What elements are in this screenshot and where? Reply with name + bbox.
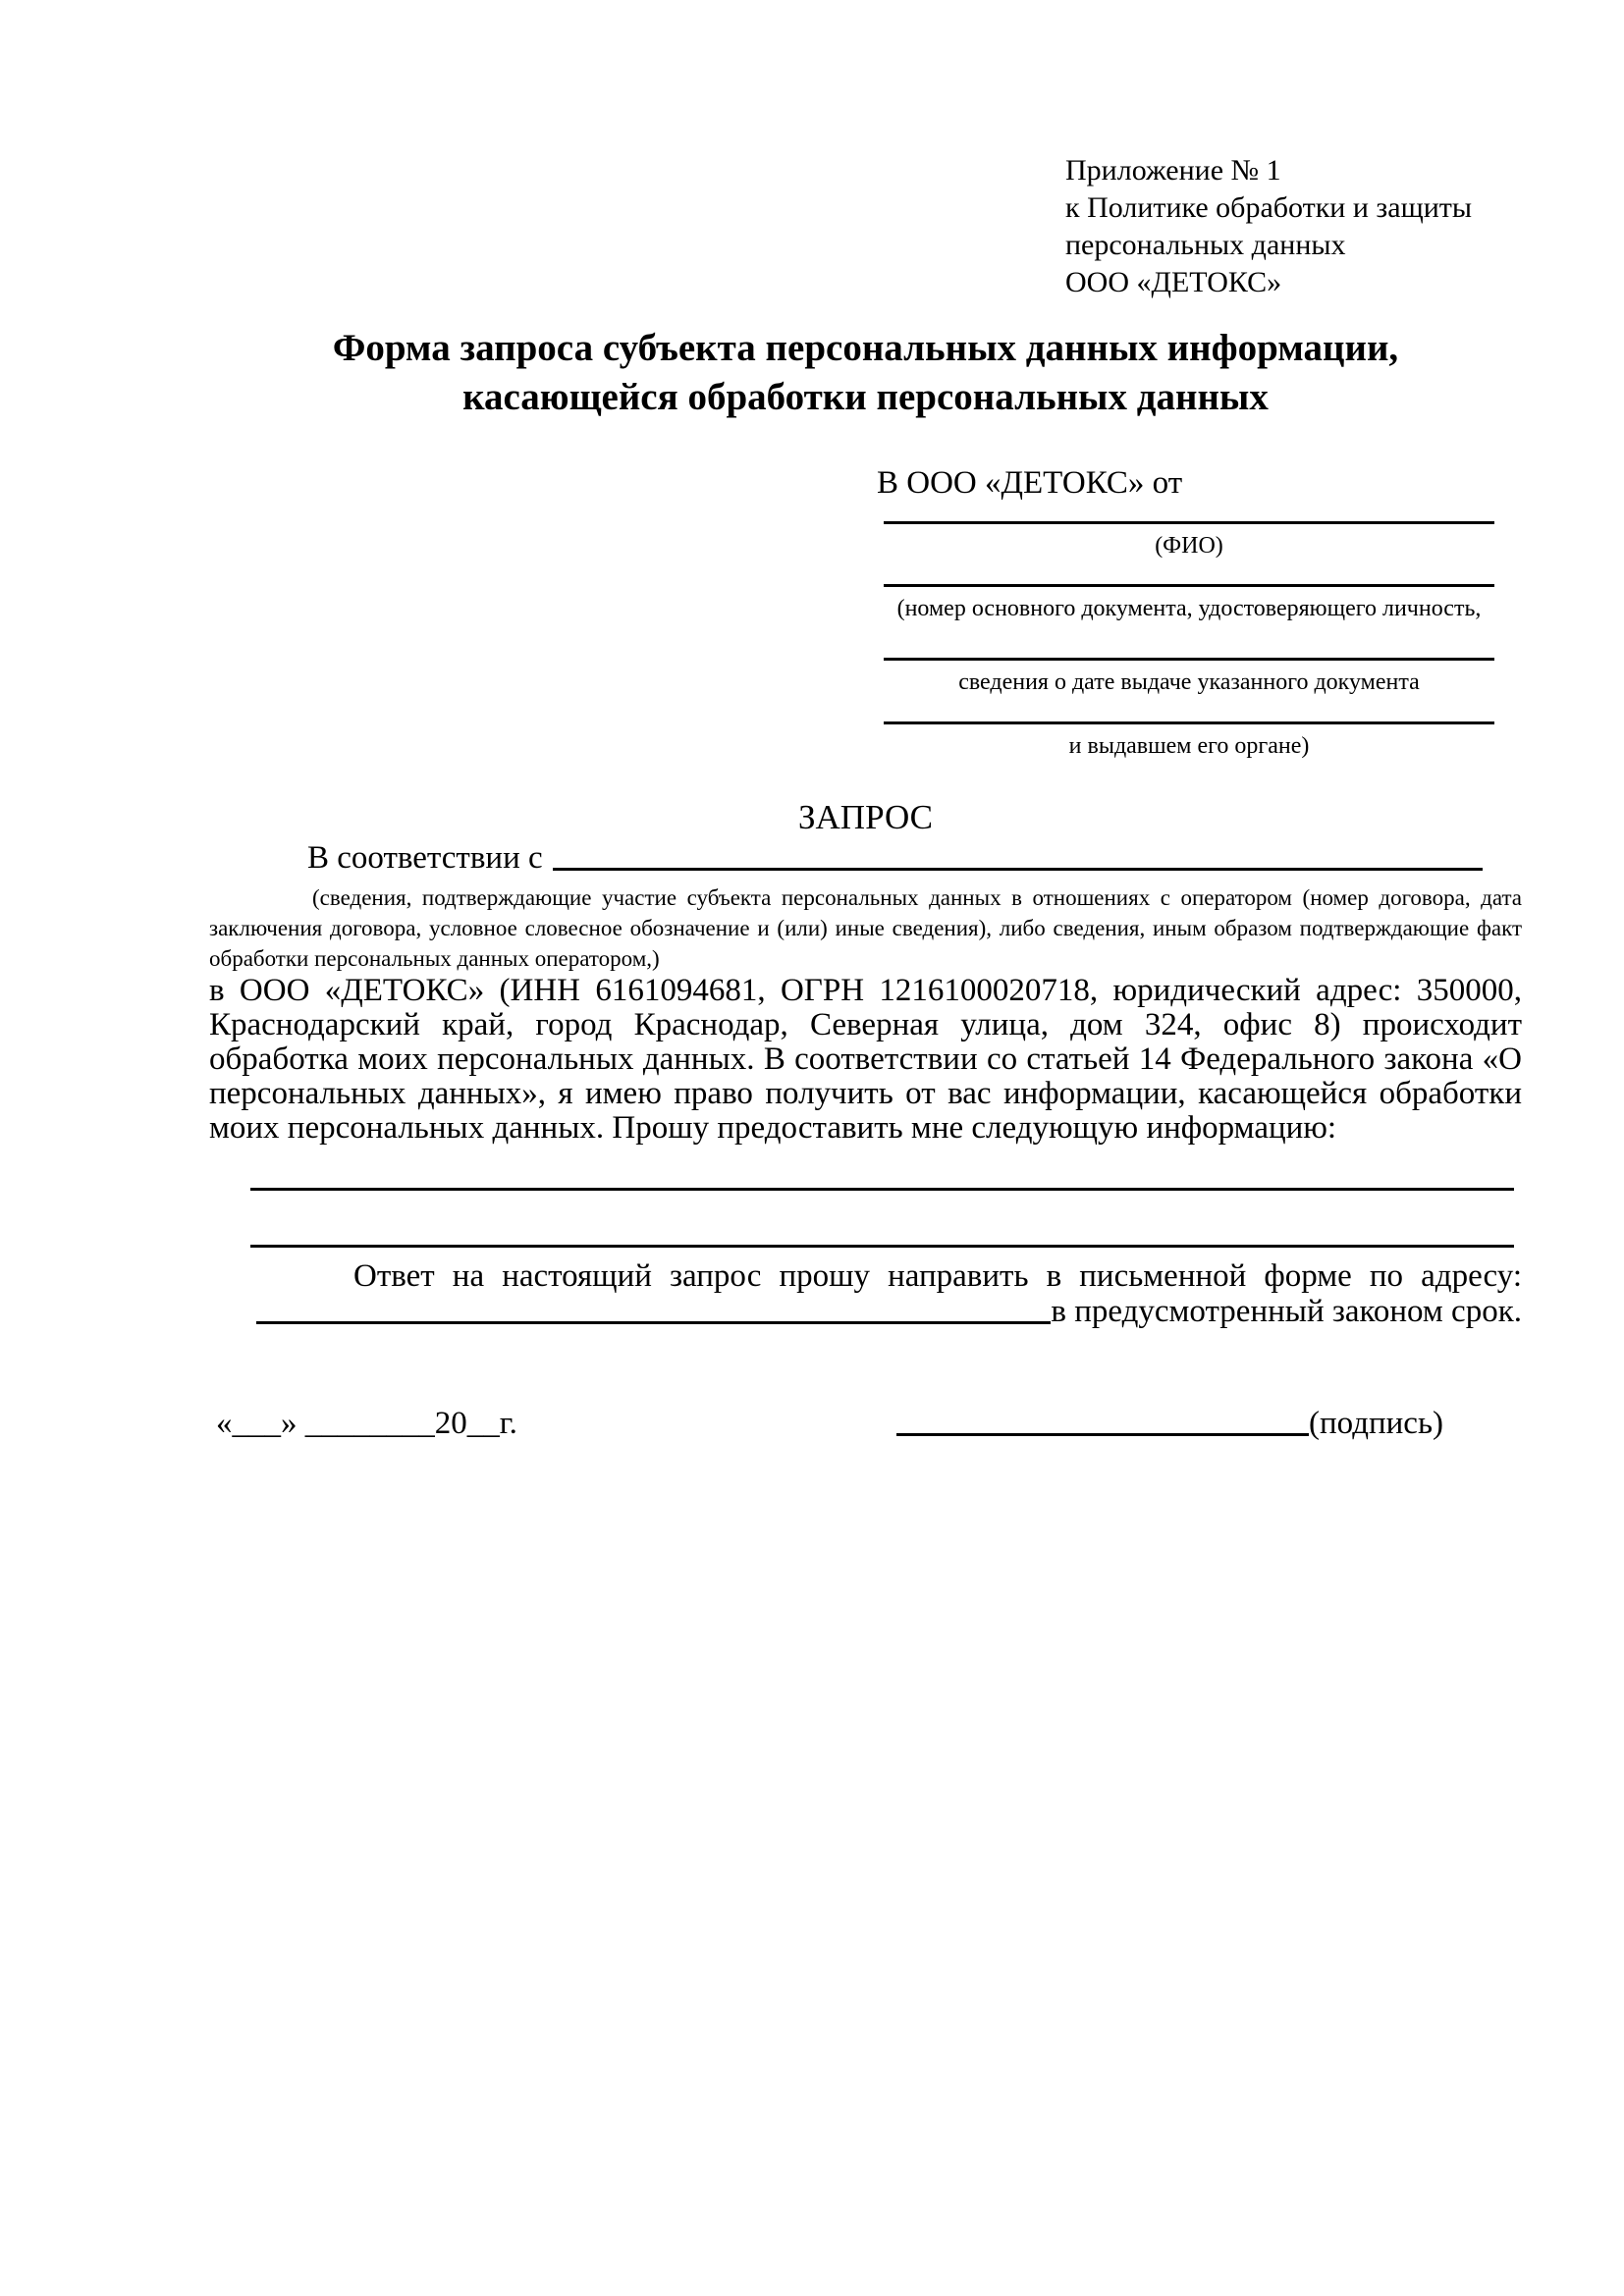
explanatory-note <box>209 882 1522 974</box>
signature-caption: (подпись) <box>1309 1406 1443 1441</box>
info-write-in-line-1[interactable] <box>250 1188 1514 1191</box>
request-heading: ЗАПРОС <box>797 798 934 836</box>
address-write-in-line[interactable] <box>256 1294 1051 1324</box>
info-write-in-line-2[interactable] <box>250 1245 1514 1248</box>
request-body <box>209 974 1522 1146</box>
issue-date-write-in-line[interactable] <box>884 658 1494 661</box>
appendix-line: к Политике обработки и защиты <box>1065 191 1473 224</box>
appendix-line: ООО «ДЕТОКС» <box>1065 266 1282 298</box>
basis-write-in-line[interactable] <box>553 840 1483 871</box>
body-line-1: в ООО «ДЕТОКС» (ИНН 6161094681, ОГРН 1216100020718, юридический адрес: 350000, <box>209 973 1522 1008</box>
body-line-4: персональных данных», я имею право получить от вас информации, касающейся обработки <box>209 1076 1522 1111</box>
page-title-line-1: Форма запроса субъекта персональных данных информации, <box>332 327 1399 369</box>
issue-date-caption: сведения о дате выдаче указанного документа <box>958 669 1420 695</box>
answer-line-2 <box>209 1294 1522 1329</box>
date-write-in[interactable]: «___» ________20__г. <box>216 1406 517 1441</box>
issuing-authority-caption: и выдавшем его органе) <box>1068 733 1310 759</box>
fio-caption: (ФИО) <box>1155 533 1223 559</box>
date-signature-row <box>209 1406 1522 1441</box>
id-number-caption: (номер основного документа, удостоверяющего личность, <box>896 596 1482 621</box>
note-line-2: заключения договора, условное словесное обозначение и (или) иные сведения), либо сведения, иным образом подтверждающие факт <box>209 916 1522 940</box>
answer-line-2-suffix: в предусмотренный законом срок. <box>1051 1294 1522 1329</box>
body-line-5: моих персональных данных. Прошу предоставить мне следующую информацию: <box>209 1110 1337 1146</box>
appendix-note <box>1065 152 1472 301</box>
page-title <box>209 324 1522 422</box>
id-number-write-in-line[interactable] <box>884 584 1494 587</box>
signature-write-in-line[interactable] <box>896 1406 1309 1436</box>
answer-line-1: Ответ на настоящий запрос прошу направить в письменной форме по адресу: <box>353 1258 1522 1294</box>
fio-write-in-line[interactable] <box>884 521 1494 524</box>
appendix-line: персональных данных <box>1065 229 1346 261</box>
issuing-authority-write-in-line[interactable] <box>884 721 1494 724</box>
page-title-line-2: касающейся обработки персональных данных <box>462 376 1269 418</box>
body-line-3: обработка моих персональных данных. В соответствии со статьей 14 Федерального закона «О <box>209 1041 1522 1077</box>
recipient-to: В ООО «ДЕТОКС» от <box>877 465 1183 501</box>
lead-in-label: В соответствии с <box>307 840 543 876</box>
lead-in-row <box>209 840 1522 876</box>
body-line-2: Краснодарский край, город Краснодар, Северная улица, дом 324, офис 8) происходит <box>209 1007 1522 1042</box>
appendix-line: Приложение № 1 <box>1065 154 1281 187</box>
note-line-1: (сведения, подтверждающие участие субъекта персональных данных в отношениях с оператором (номер договора, дата <box>312 885 1522 910</box>
note-line-3: обработки персональных данных оператором,) <box>209 946 660 971</box>
